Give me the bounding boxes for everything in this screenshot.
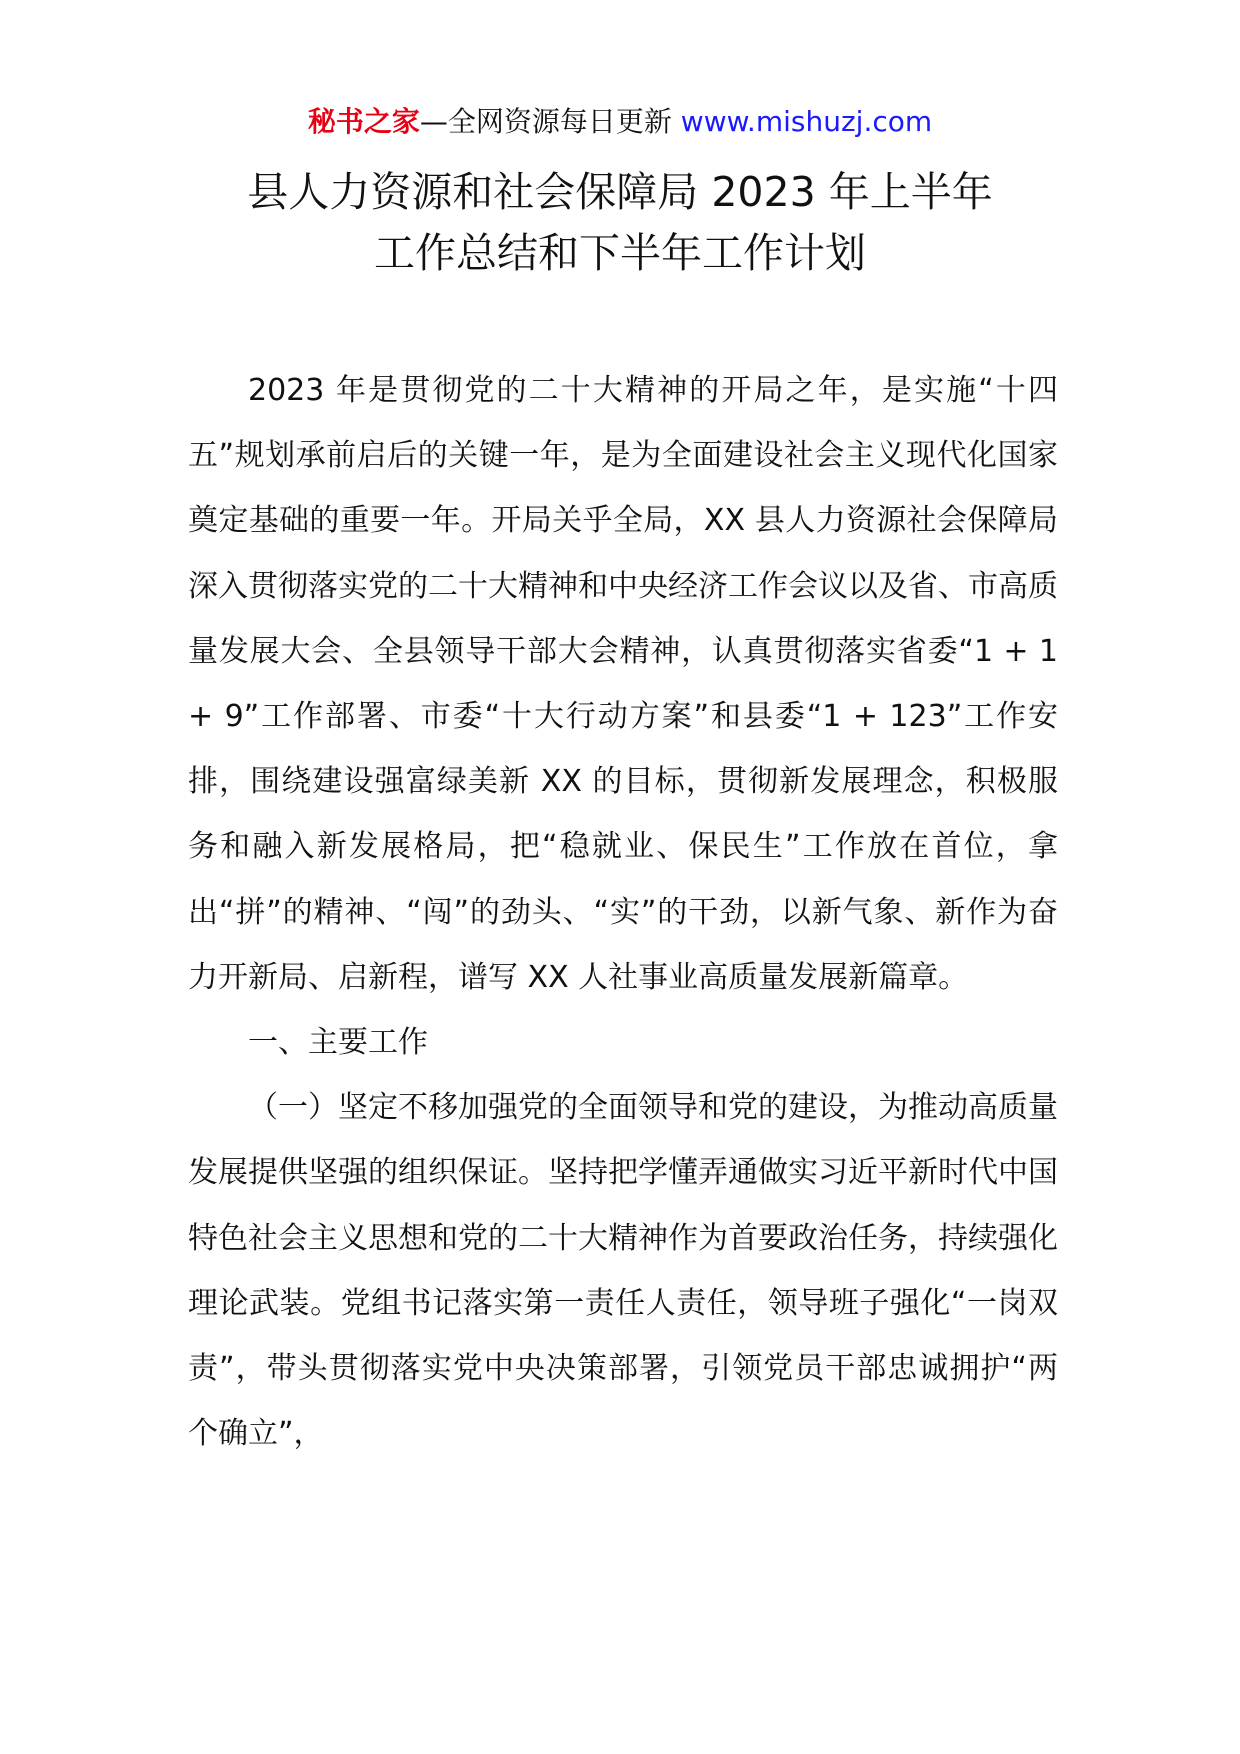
title-line-2: 工作总结和下半年工作计划 (374, 229, 866, 277)
title-line-1: 县人力资源和社会保障局 2023 年上半年 (247, 168, 993, 216)
slogan: —全网资源每日更新 (419, 105, 672, 138)
document-title (0, 162, 1240, 284)
brand-name: 秘书之家 (307, 105, 420, 138)
intro-paragraph: 2023 年是贯彻党的二十大精神的开局之年，是实施“十四五”规划承前启后的关键一年，是为全面建设社会主义现代化国家奠定基础的重要一年。开局关乎全局，XX 县人力资源社会保障局深入贯彻落实党的二十大精神和中央经济工作会议以及省、市高质量发展大会、全县领导干部大会精神，认真贯彻落实省委“1 + 1 + 9”工作部署、市委“十大行动方案”和县委“1 + 123”工作安排，围绕建设强富绿美新 XX 的目标，贯彻新发展理念，积极服务和融入新发展格局，把“稳就业、保民生”工作放在首位，拿出“拼”的精神、“闯”的劲头、“实”的干劲，以新气象、新作为奋力开新局、启新程，谱写 XX 人社事业高质量发展新篇章。 (188, 373, 1058, 995)
site-url[interactable]: www.mishuzj.com (680, 105, 933, 138)
document-body (188, 358, 1058, 1466)
section-heading: 一、主要工作 (248, 1025, 428, 1061)
section-paragraph: （一）坚定不移加强党的全面领导和党的建设，为推动高质量发展提供坚强的组织保证。坚持把学懂弄通做实习近平新时代中国特色社会主义思想和党的二十大精神作为首要政治任务，持续强化理论武装。党组书记落实第一责任人责任，领导班子强化“一岗双责”，带头贯彻落实党中央决策部署，引领党员干部忠诚拥护“两个确立”， (188, 1090, 1058, 1452)
source-banner (0, 100, 1240, 144)
